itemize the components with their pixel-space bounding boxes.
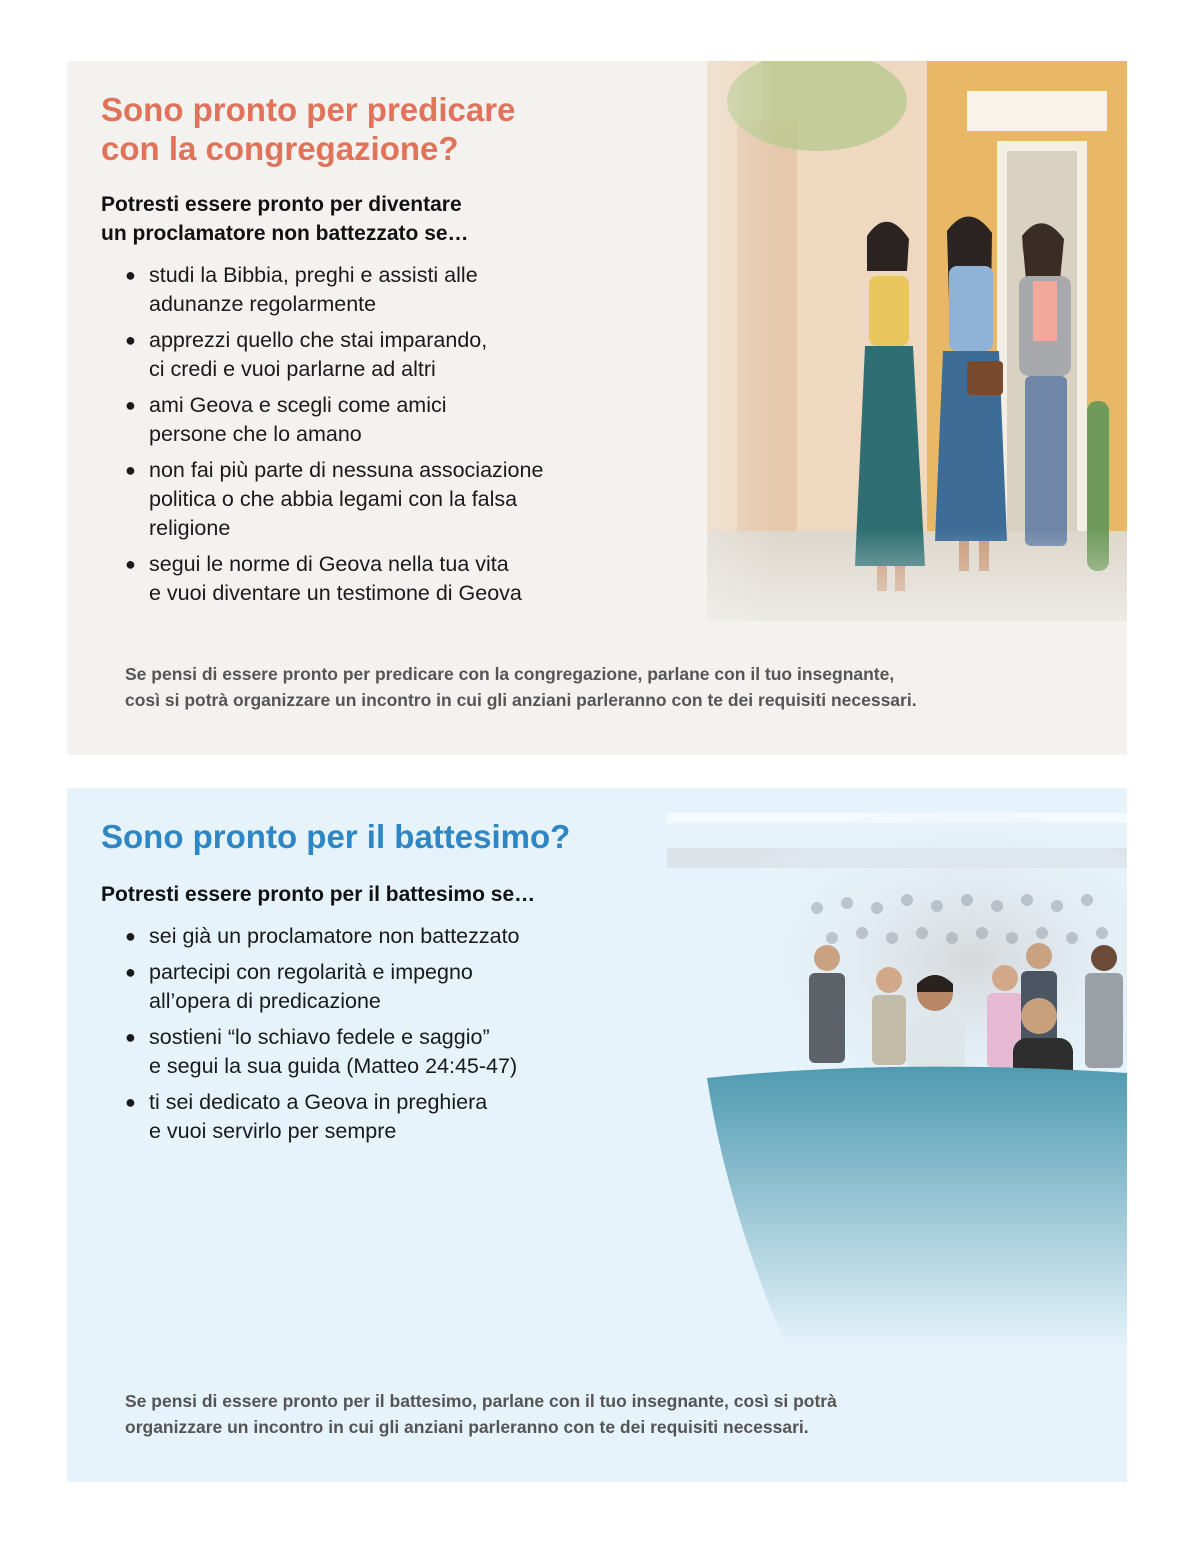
item-line-1: ami Geova e scegli come amici (149, 393, 447, 417)
bullet-icon: ● (125, 460, 136, 480)
footnote (125, 1388, 1065, 1440)
item-line-2: ci credi e vuoi parlarne ad altri (149, 357, 436, 381)
bullet-icon: ● (125, 330, 136, 350)
item-line-2: e segui la sua guida (Matteo 24:45-47) (149, 1054, 518, 1078)
item-line-1: studi la Bibbia, preghi e assisti alle (149, 263, 478, 287)
item-line-1: segui le norme di Geova nella tua vita (149, 552, 509, 576)
list-item (125, 391, 595, 449)
footnote (125, 661, 1065, 713)
item-line-1: non fai più parte di nessuna associazione (149, 458, 544, 482)
list-item (125, 1023, 595, 1081)
item-line-1: sei già un proclamatore non battezzato (149, 924, 520, 948)
list-item (125, 261, 595, 319)
intro-line-2: un proclamatore non battezzato se… (101, 222, 469, 245)
door-to-door-illustration (587, 61, 1127, 661)
bullet-icon: ● (125, 962, 136, 982)
bullet-icon: ● (125, 395, 136, 415)
item-line-3: religione (149, 516, 231, 540)
page-title: Sono pronto per il battesimo? (101, 818, 571, 855)
item-line-1: sostieni “lo schiavo fedele e saggio” (149, 1025, 490, 1049)
footnote-line-2: organizzare un incontro in cui gli anziani parleranno con te dei requisiti necessari. (125, 1417, 809, 1437)
item-line-2: persone che lo amano (149, 422, 362, 446)
list-item (125, 550, 595, 608)
intro-text: Potresti essere pronto per il battesimo se… (101, 883, 536, 906)
list-item (125, 326, 595, 384)
item-line-1: ti sei dedicato a Geova in preghiera (149, 1090, 488, 1114)
item-line-2: adunanze regolarmente (149, 292, 377, 316)
title-line-1: Sono pronto per predicare (101, 91, 516, 128)
footnote-line-1: Se pensi di essere pronto per predicare con la congregazione, parlane con il tuo insegnante, (125, 664, 895, 684)
baptism-illustration (667, 788, 1127, 1348)
bullet-icon: ● (125, 926, 136, 946)
title-line-2: con la congregazione? (101, 130, 459, 167)
baptism-readiness-card (67, 788, 1127, 1482)
item-line-2: politica o che abbia legami con la falsa (149, 487, 518, 511)
requirements-list (125, 922, 595, 1153)
list-item (125, 922, 595, 951)
item-line-2: all’opera di predicazione (149, 989, 381, 1013)
requirements-list (125, 261, 595, 615)
list-item (125, 1088, 595, 1146)
item-line-2: e vuoi servirlo per sempre (149, 1119, 397, 1143)
preaching-readiness-card (67, 61, 1127, 755)
bullet-icon: ● (125, 1027, 136, 1047)
list-item (125, 958, 595, 1016)
item-line-2: e vuoi diventare un testimone di Geova (149, 581, 522, 605)
item-line-1: apprezzi quello che stai imparando, (149, 328, 488, 352)
page-title (101, 90, 515, 168)
intro-line-1: Potresti essere pronto per diventare (101, 193, 462, 216)
footnote-line-1: Se pensi di essere pronto per il battesimo, parlane con il tuo insegnante, così si potrà (125, 1391, 837, 1411)
intro-text (101, 190, 531, 248)
item-line-1: partecipi con regolarità e impegno (149, 960, 473, 984)
bullet-icon: ● (125, 554, 136, 574)
list-item (125, 456, 595, 543)
bullet-icon: ● (125, 265, 136, 285)
bullet-icon: ● (125, 1092, 136, 1112)
footnote-line-2: così si potrà organizzare un incontro in cui gli anziani parleranno con te dei requisiti necessari. (125, 690, 917, 710)
